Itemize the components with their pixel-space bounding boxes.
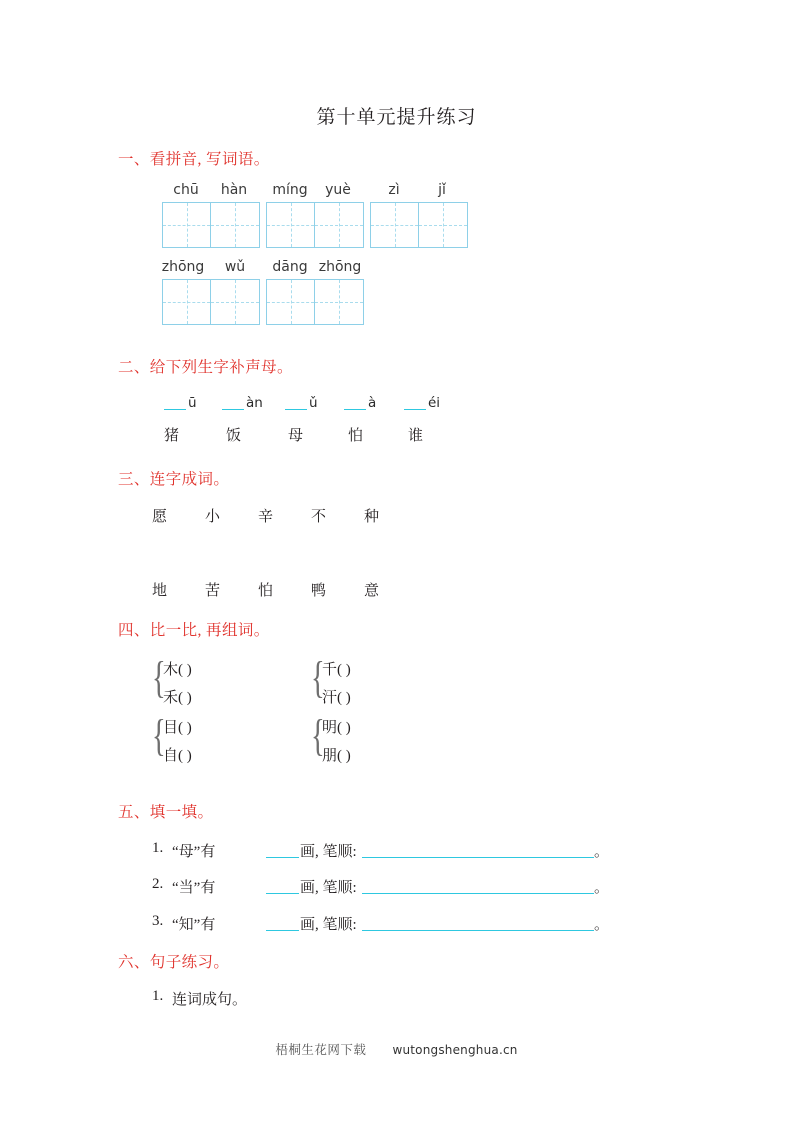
- answer-blank[interactable]: [164, 409, 186, 410]
- grid-cell[interactable]: [315, 280, 363, 324]
- compare-line[interactable]: 木( ): [163, 662, 192, 678]
- hanzi-char[interactable]: 愿: [152, 509, 168, 525]
- pinyin-label: hàn: [220, 182, 248, 198]
- pinyin-label: míng: [272, 182, 308, 198]
- grid-cell[interactable]: [163, 280, 211, 324]
- grid-cell[interactable]: [315, 203, 363, 247]
- grid-cell[interactable]: [211, 280, 259, 324]
- brace-icon: {: [152, 711, 166, 760]
- grid-cell[interactable]: [211, 203, 259, 247]
- hanzi-char[interactable]: 种: [364, 509, 380, 525]
- hanzi-char: 饭: [226, 428, 242, 444]
- section-heading-one: 一、看拼音, 写词语。: [118, 151, 270, 168]
- stroke-order-blank[interactable]: [362, 893, 594, 894]
- hanzi-char: 母: [288, 428, 304, 444]
- pinyin-final: àn: [246, 395, 263, 411]
- section-heading-six: 六、句子练习。: [118, 954, 230, 971]
- pinyin-final: éi: [428, 395, 441, 411]
- pinyin-label: dāng: [272, 259, 308, 275]
- stroke-count-blank[interactable]: [266, 857, 299, 858]
- compare-line[interactable]: 自( ): [163, 748, 192, 764]
- stroke-count-blank[interactable]: [266, 893, 299, 894]
- hanzi-char[interactable]: 小: [205, 509, 221, 525]
- pinyin-label: zhōng: [161, 259, 205, 275]
- compare-line[interactable]: 朋( ): [322, 748, 351, 764]
- footer-url: wutongshenghua.cn: [392, 1043, 518, 1057]
- hanzi-char[interactable]: 怕: [258, 583, 274, 599]
- item-prefix: “知”有: [172, 917, 216, 933]
- compare-line[interactable]: 明( ): [322, 720, 351, 736]
- hanzi-char[interactable]: 意: [364, 583, 380, 599]
- item-prefix: “母”有: [172, 844, 216, 860]
- item-number: 1.: [152, 988, 164, 1004]
- section-heading-three: 三、连字成词。: [118, 471, 230, 488]
- pinyin-final: ǔ: [309, 395, 318, 411]
- hanzi-char[interactable]: 地: [152, 583, 168, 599]
- stroke-order-blank[interactable]: [362, 857, 594, 858]
- item-middle: 画, 笔顺:: [300, 880, 357, 896]
- writing-grid[interactable]: [266, 279, 364, 325]
- writing-grid[interactable]: [162, 202, 260, 248]
- item-suffix: 。: [594, 844, 610, 860]
- stroke-count-blank[interactable]: [266, 930, 299, 931]
- pinyin-label: jǐ: [438, 182, 446, 198]
- item-middle: 画, 笔顺:: [300, 844, 357, 860]
- item-middle: 画, 笔顺:: [300, 917, 357, 933]
- page-title: 第十单元提升练习: [316, 107, 477, 128]
- hanzi-char: 猪: [164, 428, 180, 444]
- section-heading-two: 二、给下列生字补声母。: [118, 359, 293, 376]
- pinyin-label: chū: [173, 182, 199, 198]
- brace-icon: {: [152, 653, 166, 702]
- pinyin-label: zì: [388, 182, 400, 198]
- footer: [0, 1040, 793, 1059]
- item-number: 1.: [152, 840, 164, 856]
- hanzi-char[interactable]: 鸭: [311, 583, 327, 599]
- section-heading-five: 五、填一填。: [118, 804, 214, 821]
- brace-icon: {: [311, 711, 325, 760]
- section-heading-four: 四、比一比, 再组词。: [118, 622, 270, 639]
- footer-site-name: 梧桐生花网下载: [275, 1043, 367, 1057]
- grid-cell[interactable]: [163, 203, 211, 247]
- grid-cell[interactable]: [371, 203, 419, 247]
- answer-blank[interactable]: [222, 409, 244, 410]
- hanzi-char[interactable]: 苦: [205, 583, 221, 599]
- grid-cell[interactable]: [267, 280, 315, 324]
- grid-cell[interactable]: [267, 203, 315, 247]
- hanzi-char[interactable]: 不: [311, 509, 327, 525]
- pinyin-label: zhōng: [318, 259, 362, 275]
- writing-grid[interactable]: [162, 279, 260, 325]
- pinyin-final: ū: [188, 395, 197, 411]
- hanzi-char: 谁: [408, 428, 424, 444]
- stroke-order-blank[interactable]: [362, 930, 594, 931]
- answer-blank[interactable]: [344, 409, 366, 410]
- item-text: 连词成句。: [172, 992, 248, 1008]
- writing-grid[interactable]: [266, 202, 364, 248]
- answer-blank[interactable]: [285, 409, 307, 410]
- pinyin-final: à: [368, 395, 377, 411]
- hanzi-char: 怕: [348, 428, 364, 444]
- brace-icon: {: [311, 653, 325, 702]
- pinyin-label: yuè: [325, 182, 351, 198]
- compare-line[interactable]: 汗( ): [322, 690, 351, 706]
- hanzi-char[interactable]: 辛: [258, 509, 274, 525]
- compare-line[interactable]: 禾( ): [163, 690, 192, 706]
- answer-blank[interactable]: [404, 409, 426, 410]
- item-suffix: 。: [594, 880, 610, 896]
- pinyin-label: wǔ: [224, 259, 246, 275]
- item-number: 2.: [152, 876, 164, 892]
- grid-cell[interactable]: [419, 203, 467, 247]
- item-number: 3.: [152, 913, 164, 929]
- item-suffix: 。: [594, 917, 610, 933]
- writing-grid[interactable]: [370, 202, 468, 248]
- item-prefix: “当”有: [172, 880, 216, 896]
- compare-line[interactable]: 千( ): [322, 662, 351, 678]
- compare-line[interactable]: 目( ): [163, 720, 192, 736]
